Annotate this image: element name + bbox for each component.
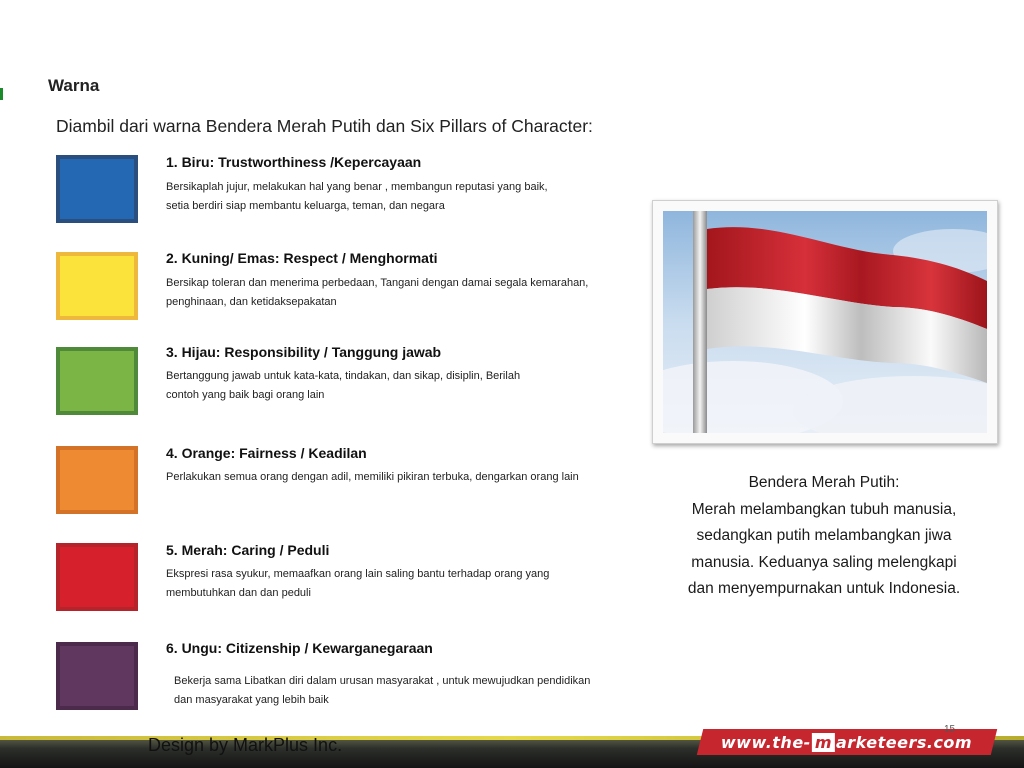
caption-line: dan menyempurnakan untuk Indonesia.	[687, 580, 961, 597]
pillar-description: Bersikap toleran dan menerima perbedaan, Tangani dengan damai segala kemarahan, penghinaan, dan ketidaksepakatan	[166, 277, 589, 308]
color-swatch-orange	[56, 446, 138, 514]
page-number: 15	[944, 724, 956, 735]
slide-subtitle: Diambil dari warna Bendera Merah Putih dan Six Pillars of Character:	[56, 116, 593, 136]
color-swatch-yellow	[56, 252, 138, 320]
color-swatch-green	[56, 347, 138, 415]
flag-caption	[648, 470, 1000, 603]
caption-line: sedangkan putih melambangkan jiwa	[696, 527, 952, 544]
pillar-heading: 4. Orange: Fairness / Keadilan	[166, 445, 367, 461]
pillar-heading: 5. Merah: Caring / Peduli	[166, 542, 330, 558]
pillar-heading: 1. Biru: Trustworthiness /Kepercayaan	[166, 154, 422, 170]
pillar-description: Bertanggung jawab untuk kata-kata, tindakan, dan sikap, disiplin, Berilah contoh yang baik bagi orang lain	[166, 370, 521, 401]
pillar-heading: 6. Ungu: Citizenship / Kewarganegaraan	[166, 640, 433, 656]
pillar-heading: 3. Hijau: Responsibility / Tanggung jawab	[166, 344, 442, 360]
brand-logo-text: www.the- m arketeers.com	[721, 732, 973, 752]
pillar-description: Bekerja sama Libatkan diri dalam urusan masyarakat , untuk mewujudkan pendidikan dan masyarakat yang lebih baik	[174, 675, 591, 706]
indonesian-flag-icon	[663, 211, 987, 433]
slide-title: Warna	[48, 76, 100, 95]
flag-photo-frame	[652, 200, 998, 444]
footer-credit: Design by MarkPlus Inc.	[148, 735, 343, 755]
left-edge-marker	[0, 88, 3, 100]
color-swatch-blue	[56, 155, 138, 223]
caption-line: manusia. Keduanya saling melengkapi	[691, 553, 957, 571]
pillar-description: Perlakukan semua orang dengan adil, memiliki pikiran terbuka, dengarkan orang lain	[166, 471, 579, 483]
pillar-description: Ekspresi rasa syukur, memaafkan orang lain saling bantu terhadap orang yang membutuhkan dan dan peduli	[166, 568, 550, 599]
color-swatch-purple	[56, 642, 138, 710]
pillar-description: Bersikaplah jujur, melakukan hal yang benar , membangun reputasi yang baik, setia berdiri siap membantu keluarga, teman, dan negara	[166, 181, 548, 212]
pillar-heading: 2. Kuning/ Emas: Respect / Menghormati	[166, 250, 438, 266]
caption-line: Merah melambangkan tubuh manusia,	[691, 500, 957, 518]
color-swatch-red	[56, 543, 138, 611]
caption-line: Bendera Merah Putih:	[748, 474, 900, 491]
